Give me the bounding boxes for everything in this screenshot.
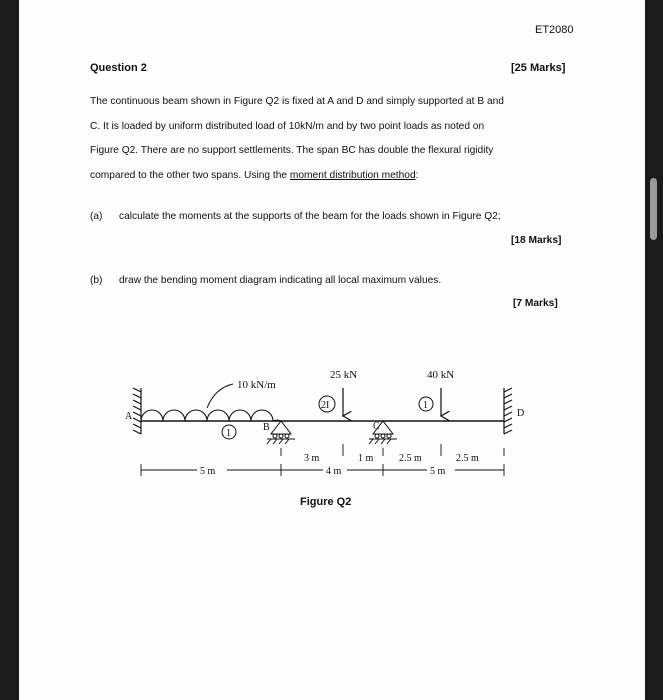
dimension-lower — [141, 464, 504, 476]
node-c: C — [373, 421, 380, 432]
dim-2-5m-a: 2.5 m — [399, 453, 422, 464]
dim-1m: 1 m — [358, 453, 374, 464]
udl-label: 10 kN/m — [237, 379, 276, 391]
part-a-text: calculate the moments at the supports of the beam for the loads shown in Figure Q2; — [119, 211, 501, 222]
question-paragraph — [90, 90, 582, 188]
method-link: moment distribution method — [289, 169, 416, 181]
rigidity-cd: 1 — [423, 400, 428, 411]
paragraph-colon: : — [415, 169, 419, 181]
dim-5m-left: 5 m — [200, 466, 216, 477]
part-b-letter: (b) — [90, 275, 103, 286]
dim-5m-right: 5 m — [430, 466, 446, 477]
node-a: A — [125, 411, 133, 422]
udl-leader — [207, 384, 233, 408]
fixed-support-d — [504, 388, 512, 434]
paragraph-line: The continuous beam shown in Figure Q2 is fixed at A and D and simply supported at B and — [90, 96, 504, 107]
node-b: B — [263, 422, 270, 433]
part-a-letter: (a) — [90, 211, 103, 222]
paragraph-line: Figure Q2. There are no support settlements. The span BC has double the flexural rigidity — [90, 145, 494, 156]
paragraph-line: compared to the other two spans. Using the — [90, 169, 290, 181]
figure-caption: Figure Q2 — [300, 496, 352, 508]
node-d: D — [517, 408, 525, 419]
udl-arcs — [141, 410, 281, 421]
part-b-marks: [7 Marks] — [513, 298, 558, 309]
part-a-marks: [18 Marks] — [511, 235, 562, 246]
load-label-40kn: 40 kN — [427, 369, 455, 381]
course-code: ET2080 — [535, 24, 574, 36]
load-label-25kn: 25 kN — [330, 369, 358, 381]
scrollbar-thumb[interactable] — [650, 178, 657, 240]
question-marks: [25 Marks] — [511, 62, 566, 74]
beam-figure — [19, 358, 645, 498]
roller-support-b — [267, 421, 295, 444]
dim-2-5m-b: 2.5 m — [456, 453, 479, 464]
question-title: Question 2 — [90, 62, 147, 74]
fixed-support-a — [133, 388, 141, 434]
rigidity-bc: 2I — [321, 400, 330, 411]
part-b-text: draw the bending moment diagram indicating all local maximum values. — [119, 275, 442, 286]
rigidity-ab: 1 — [226, 428, 231, 439]
paragraph-line: C. It is loaded by uniform distributed load of 10kN/m and by two point loads as noted on — [90, 120, 485, 132]
document-page — [19, 0, 645, 700]
dim-3m: 3 m — [304, 453, 320, 464]
dim-4m: 4 m — [326, 466, 342, 477]
